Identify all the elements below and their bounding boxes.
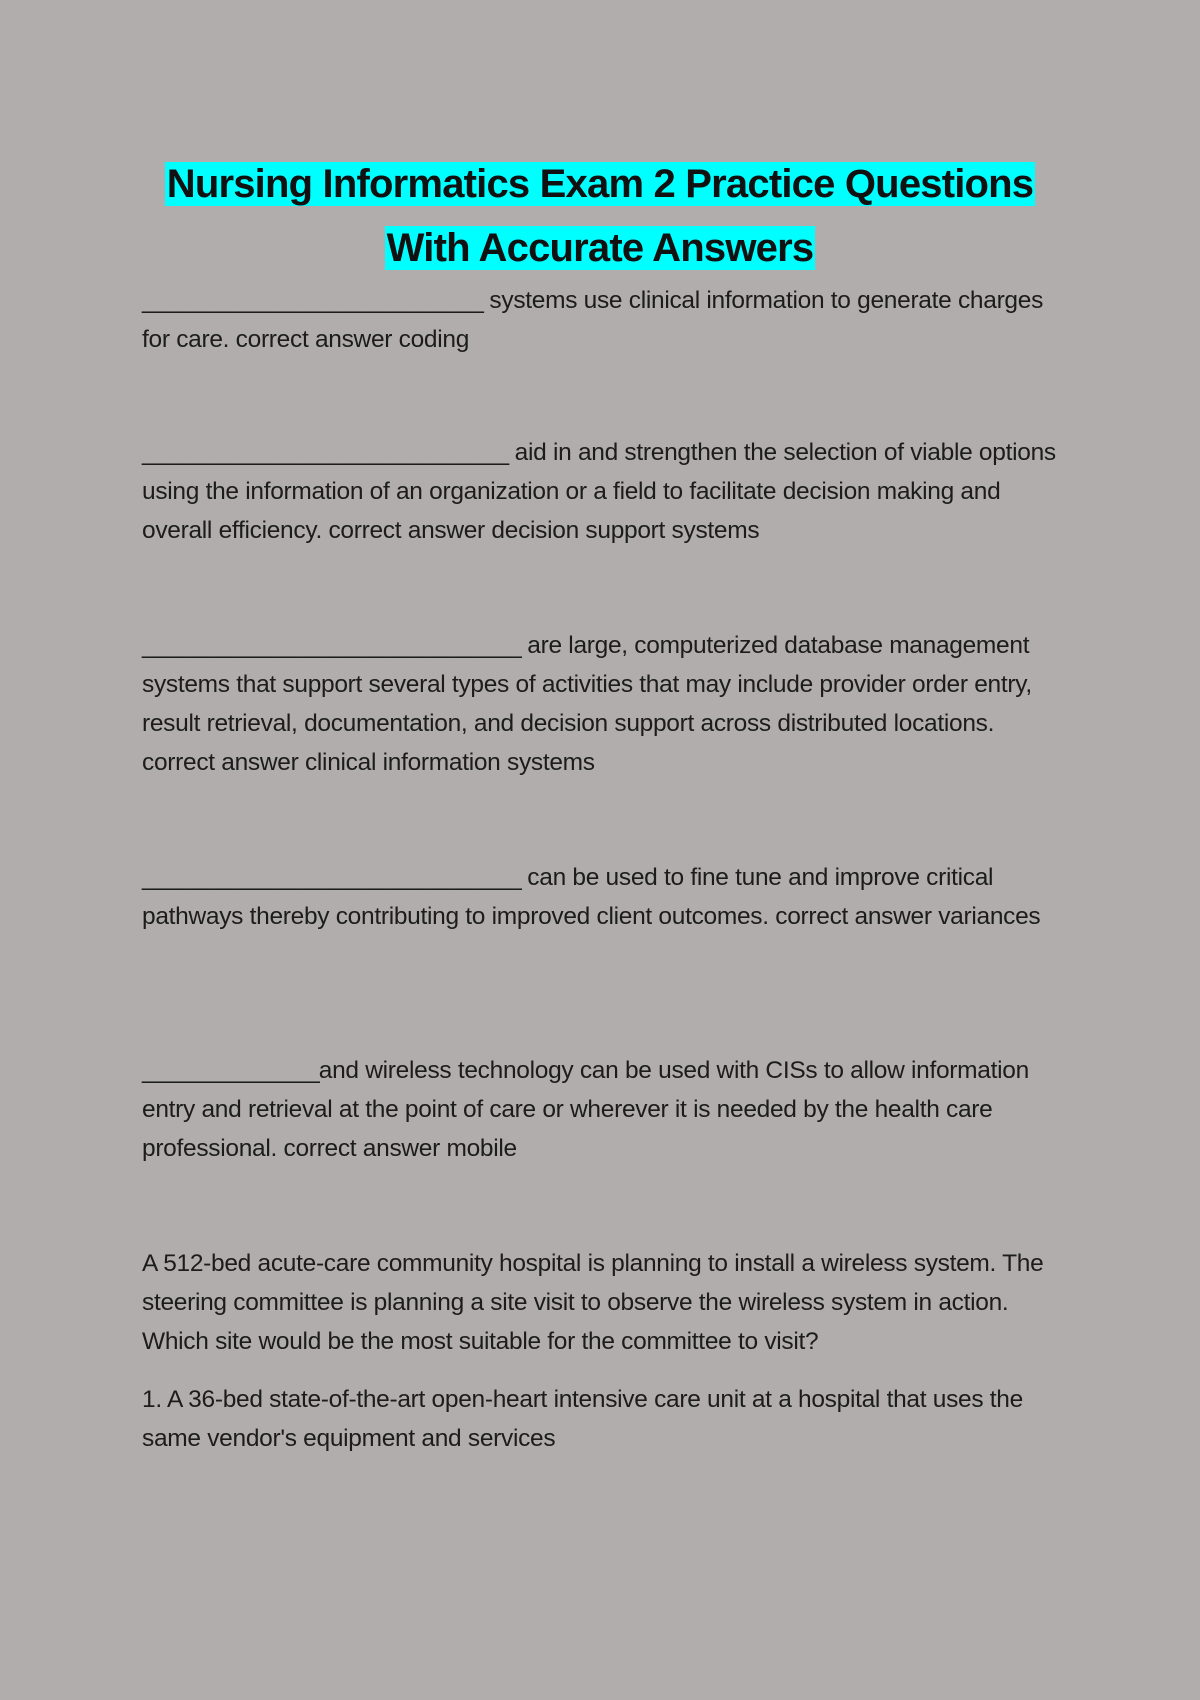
answer-blank: ______________ <box>142 1057 319 1084</box>
question-text <box>142 858 1062 936</box>
question-2 <box>142 433 1062 550</box>
document-title <box>130 152 1070 280</box>
question-text <box>142 626 1062 782</box>
question-body: aid in and strengthen the selection of viable options using the information of an organization or a field to facilitate decision making and overall efficiency. correct answer decision support systems <box>142 439 1056 544</box>
option-text: 1. A 36-bed state-of-the-art open-heart intensive care unit at a hospital that uses the same vendor's equipment and services <box>142 1386 1023 1452</box>
answer-option-1 <box>142 1380 1062 1458</box>
question-text <box>142 433 1062 550</box>
answer-blank: ___________________________ <box>142 287 483 314</box>
question-body: can be used to fine tune and improve critical pathways thereby contributing to improved client outcomes. correct answer variances <box>142 864 1041 930</box>
question-1 <box>142 281 1062 359</box>
question-body: and wireless technology can be used with CISs to allow information entry and retrieval at the point of care or wherever it is needed by the health care professional. correct answer mobile <box>142 1057 1029 1162</box>
answer-blank: _____________________________ <box>142 439 509 466</box>
question-body: systems use clinical information to generate charges for care. correct answer coding <box>142 287 1044 353</box>
question-body: are large, computerized database management systems that support several types of activities that may include provider order entry, result retrieval, documentation, and decision support across distributed locations. correct answer clinical information systems <box>142 632 1032 776</box>
question-5 <box>142 1051 1062 1168</box>
question-4 <box>142 858 1062 936</box>
title-line-1: Nursing Informatics Exam 2 Practice Questions <box>166 162 1034 206</box>
answer-blank: ______________________________ <box>142 632 521 659</box>
question-3 <box>142 626 1062 782</box>
answer-blank: ______________________________ <box>142 864 521 891</box>
question-text <box>142 281 1062 359</box>
scenario-text: A 512-bed acute-care community hospital is planning to install a wireless system. The steering committee is planning a site visit to observe the wireless system in action. Which site would be the most suitable for the committee to visit? <box>142 1250 1044 1355</box>
question-text <box>142 1051 1062 1168</box>
scenario-question <box>142 1244 1062 1361</box>
title-line-2: With Accurate Answers <box>386 226 814 270</box>
